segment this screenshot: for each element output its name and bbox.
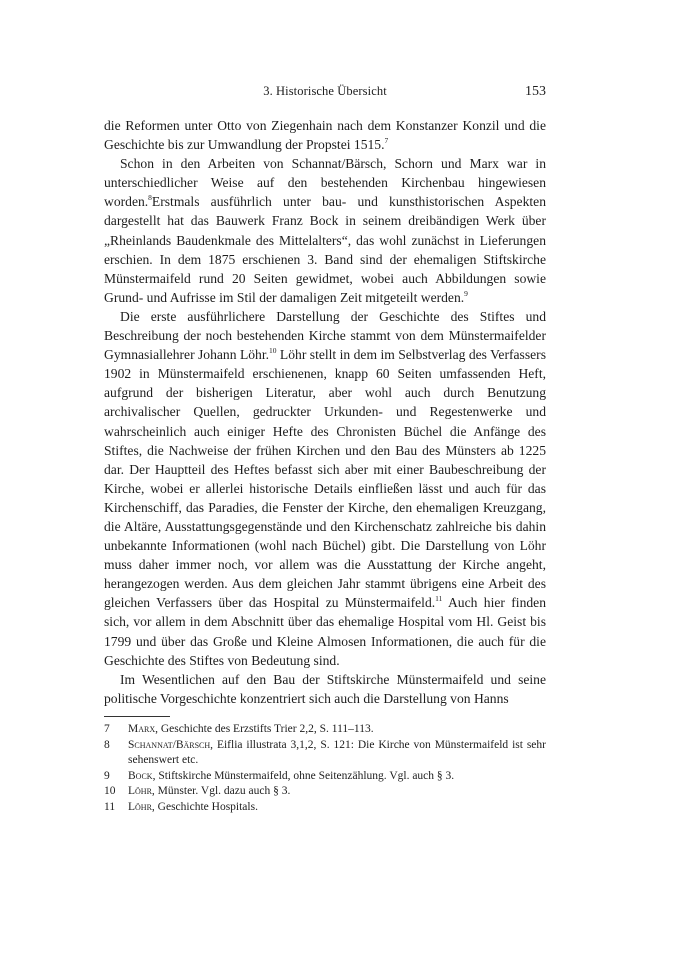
paragraph-4 xyxy=(104,670,546,708)
footnote-author: Marx xyxy=(128,723,156,735)
footnote-text xyxy=(128,738,546,769)
footnote-text xyxy=(128,800,546,816)
footnote-author: Löhr xyxy=(128,800,152,813)
paragraph-2-text-a: Schon in den Arbeiten von Schannat/Bärsch, Schorn und Marx war in unterschiedlicher Weise auf den bestehenden Kirchenbau hingewiesen worden. xyxy=(104,156,546,210)
footnotes xyxy=(104,722,546,815)
footnote-number: 7 xyxy=(104,723,110,735)
paragraph-4-text: Im Wesentlichen auf den Bau der Stiftskirche Münstermaifeld und seine politische Vorgeschichte konzentriert sich auch die Darstellung von Hanns xyxy=(104,671,546,706)
footnote-ref-10[interactable]: 10 xyxy=(269,346,277,356)
running-title: 3. Historische Übersicht xyxy=(263,84,387,98)
footnote-body: , Geschichte Hospitals. xyxy=(151,800,258,813)
footnote-ref-8[interactable]: 8 xyxy=(148,193,152,203)
footnote-ref-11[interactable]: 11 xyxy=(435,594,443,604)
footnote-body: , Geschichte des Erzstifts Trier 2,2, S. 111–113. xyxy=(155,723,374,735)
footnote-11 xyxy=(104,800,546,816)
paragraph-1-text: die Reformen unter Otto von Ziegenhain nach dem Konstanzer Konzil und die Geschichte bis zur Umwandlung der Propstei 1515. xyxy=(104,118,546,153)
paragraph-3 xyxy=(104,307,546,670)
footnote-text xyxy=(128,722,546,738)
paragraph-3-text-c: Auch hier finden sich, vor allem in dem Abschnitt über das ehemalige Hospital vom Hl. Geist bis 1799 und über das Große und Kleine Almosen Informationen, die auch für die Geschichte des Stiftes von Bedeutung sind. xyxy=(104,595,546,668)
footnote-8 xyxy=(104,738,546,769)
footnote-ref-7[interactable]: 7 xyxy=(384,136,389,146)
running-head xyxy=(104,84,546,104)
footnote-text xyxy=(128,769,546,785)
paragraph-3-text-b: Löhr stellt in dem im Selbstverlag des Verfassers 1902 in Münstermaifeld erschienenen, knapp 60 Seiten umfassenden Heft, aufgrund der bisherigen Literatur, aber wohl auch durch Benutzung archivalischer Quellen, gedruckter Urkunden- und Regestenwerke und wahrscheinlich auch einiger Hefte des Chronisten Büchel die Anfänge des Stiftes, die Nachweise der frühen Kirchen und den Bau des Münsters ab 1225 dar. Der Hauptteil des Heftes befasst sich aber mit einer Baubeschreibung der Kirche, wobei er allerlei historische Details einfließen lässt und auch für das Kirchenschiff, das Paradies, die Fenster der Kirche, den ehemaligen Kreuzgang, die Altäre, Ausstattungsgegenstände und den Kirchenschatz zahlreiche bis dahin unbekannte Informationen (wohl nach Büchel) gibt. Die Darstellung von Löhr muss daher immer noch, vor allem was die Ausstattung der Kirche angeht, herangezogen werden. Aus dem gleichen Jahr stammt übrigens eine Arbeit des gleichen Verfassers über das Hospital zu Münstermaifeld. xyxy=(104,347,546,611)
footnote-7 xyxy=(104,722,546,738)
footnote-author: Schannat/Bärsch xyxy=(128,738,211,751)
paragraph-2 xyxy=(104,154,546,307)
footnote-number: 8 xyxy=(104,738,110,751)
footnote-body: , Eiflia illustrata 3,1,2, S. 121: Die Kirche von Münstermaifeld ist sehr sehenswert etc. xyxy=(128,738,546,766)
footnote-text xyxy=(128,784,546,800)
body-text xyxy=(104,116,546,708)
footnote-body: , Stiftskirche Münstermaifeld, ohne Seitenzählung. Vgl. auch § 3. xyxy=(152,769,455,782)
footnote-author: Bock xyxy=(128,769,153,782)
footnote-9 xyxy=(104,769,546,785)
paragraph-1 xyxy=(104,116,546,154)
paragraph-3-text-a: Die erste ausführlichere Darstellung der Geschichte des Stiftes und Beschreibung der noch bestehenden Kirche stammt von dem Münstermaifelder Gymnasiallehrer Johann Löhr. xyxy=(104,308,546,363)
footnote-body: , Münster. Vgl. dazu auch § 3. xyxy=(151,785,291,797)
footnote-divider xyxy=(104,716,170,717)
footnote-ref-9[interactable]: 9 xyxy=(464,288,468,298)
footnote-number: 9 xyxy=(104,769,110,782)
footnote-number: 10 xyxy=(104,785,116,797)
footnote-author: Löhr xyxy=(128,785,152,797)
paragraph-2-text-b: Erstmals ausführlich unter bau- und kunsthistorischen Aspekten dargestellt hat das Bauwerk Franz Bock in seinem dreibändigen Werk über „Rheinlands Baudenkmale des Mittelalters“, das wohl zunächst in Lieferungen erschien. In dem 1875 erschienen 3. Band sind der ehemaligen Stiftskirche Münstermaifeld rund 20 Seiten gewidmet, wobei auch Abbildungen sowie Grund- und Aufrisse im Stil der damaligen Zeit mitgeteilt werden. xyxy=(104,194,546,305)
footnote-10 xyxy=(104,784,546,800)
footnote-number: 11 xyxy=(104,800,116,813)
page-number: 153 xyxy=(525,84,546,99)
